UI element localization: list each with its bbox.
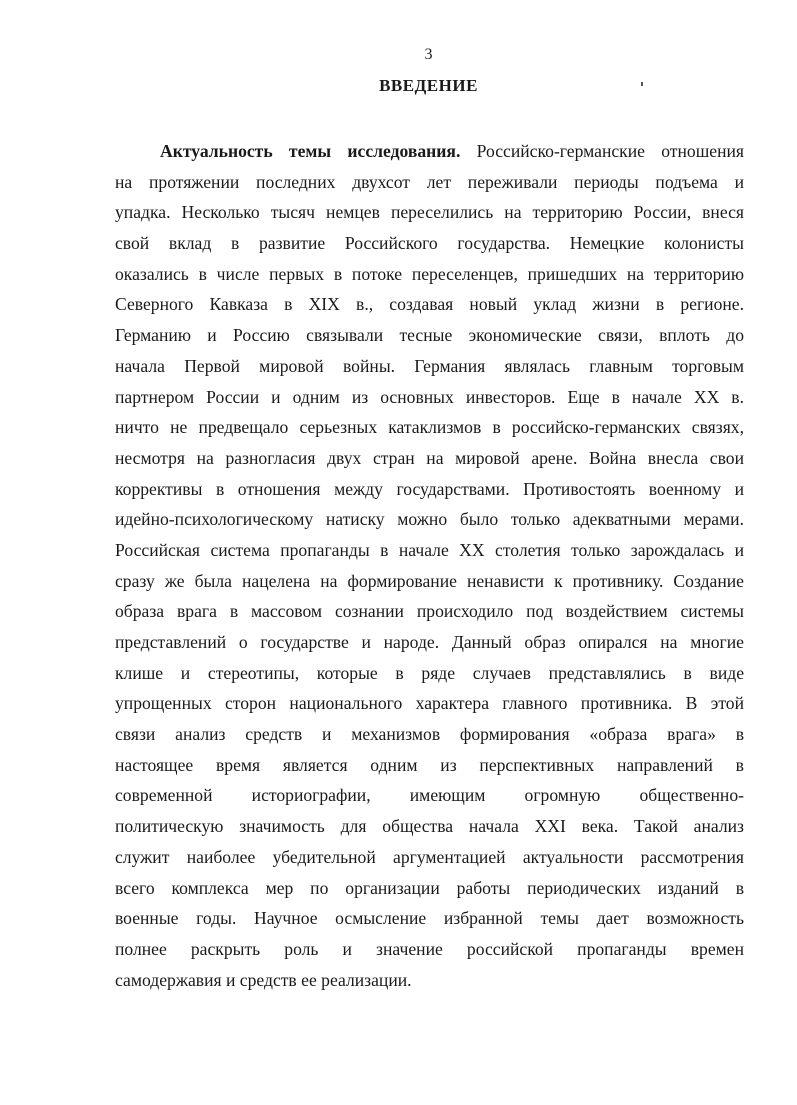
paragraph-line: несмотря на разногласия двух стран на мировой арене. Война внесла свои <box>115 447 744 468</box>
paragraph-line: на протяжении последних двухсот лет переживали периоды подъема и <box>115 171 744 192</box>
paragraph-line: Германию и Россию связывали тесные экономические связи, вплоть до <box>115 325 744 346</box>
paragraph-line: современной историографии, имеющим огромную общественно- <box>115 785 744 806</box>
paragraph-line: служит наиболее убедительной аргументацией актуальности рассмотрения <box>115 846 744 867</box>
paragraph-line: полнее раскрыть роль и значение российской пропаганды времен <box>115 938 744 959</box>
paragraph-line: всего комплекса мер по организации работы периодических изданий в <box>115 877 744 898</box>
paragraph-line: идейно-психологическому натиску можно было только адекватными мерами. <box>115 509 744 530</box>
lead-phrase: Актуальность темы исследования. <box>160 141 461 161</box>
section-heading: ВВЕДЕНИЕ <box>379 76 478 95</box>
paragraph-line: начала Первой мировой войны. Германия являлась главным торговым <box>115 355 744 376</box>
paragraph-line: партнером России и одним из основных инвесторов. Еще в начале XX в. <box>115 386 744 407</box>
paragraph-last-line: самодержавия и средств ее реализации. <box>115 969 412 990</box>
paragraph-line: сразу же была нацелена на формирование ненависти к противнику. Создание <box>115 570 744 591</box>
paragraph-line: упрощенных сторон национального характера главного противника. В этой <box>115 693 744 714</box>
paragraph-line: Северного Кавказа в XIX в., создавая новый уклад жизни в регионе. <box>115 294 744 315</box>
paragraph-first-line <box>115 136 744 167</box>
paragraph-line: упадка. Несколько тысяч немцев переселились на территорию России, внеся <box>115 202 744 223</box>
paragraph-line: клише и стереотипы, которые в ряде случаев представлялись в виде <box>115 662 744 683</box>
paragraph-line: оказались в числе первых в потоке переселенцев, пришедших на территорию <box>115 263 744 284</box>
paragraph-line: образа врага в массовом сознании происходило под воздействием системы <box>115 601 744 622</box>
paragraph-line: представлений о государстве и народе. Данный образ опирался на многие <box>115 632 744 652</box>
first-line-rest: Российско-германские отношения <box>460 141 744 161</box>
paragraph-relevance <box>115 136 744 995</box>
paragraph-line: политическую значимость для общества начала XXI века. Такой анализ <box>115 816 744 837</box>
paragraph-line: связи анализ средств и механизмов формирования «образа врага» в <box>115 724 744 745</box>
paragraph-line: Российская система пропаганды в начале XX столетия только зарождалась и <box>115 539 744 560</box>
paragraph-line: военные годы. Научное осмысление избранной темы дает возможность <box>115 908 744 929</box>
scan-speck <box>641 82 643 86</box>
paragraph-line: коррективы в отношения между государствами. Противостоять военному и <box>115 478 744 499</box>
paragraph-line: настоящее время является одним из перспективных направлений в <box>115 754 744 775</box>
page-number: 3 <box>424 46 433 63</box>
paragraph-line: свой вклад в развитие Российского государства. Немецкие колонисты <box>115 233 744 254</box>
paragraph-line: ничто не предвещало серьезных катаклизмов в российско-германских связях, <box>115 417 744 438</box>
